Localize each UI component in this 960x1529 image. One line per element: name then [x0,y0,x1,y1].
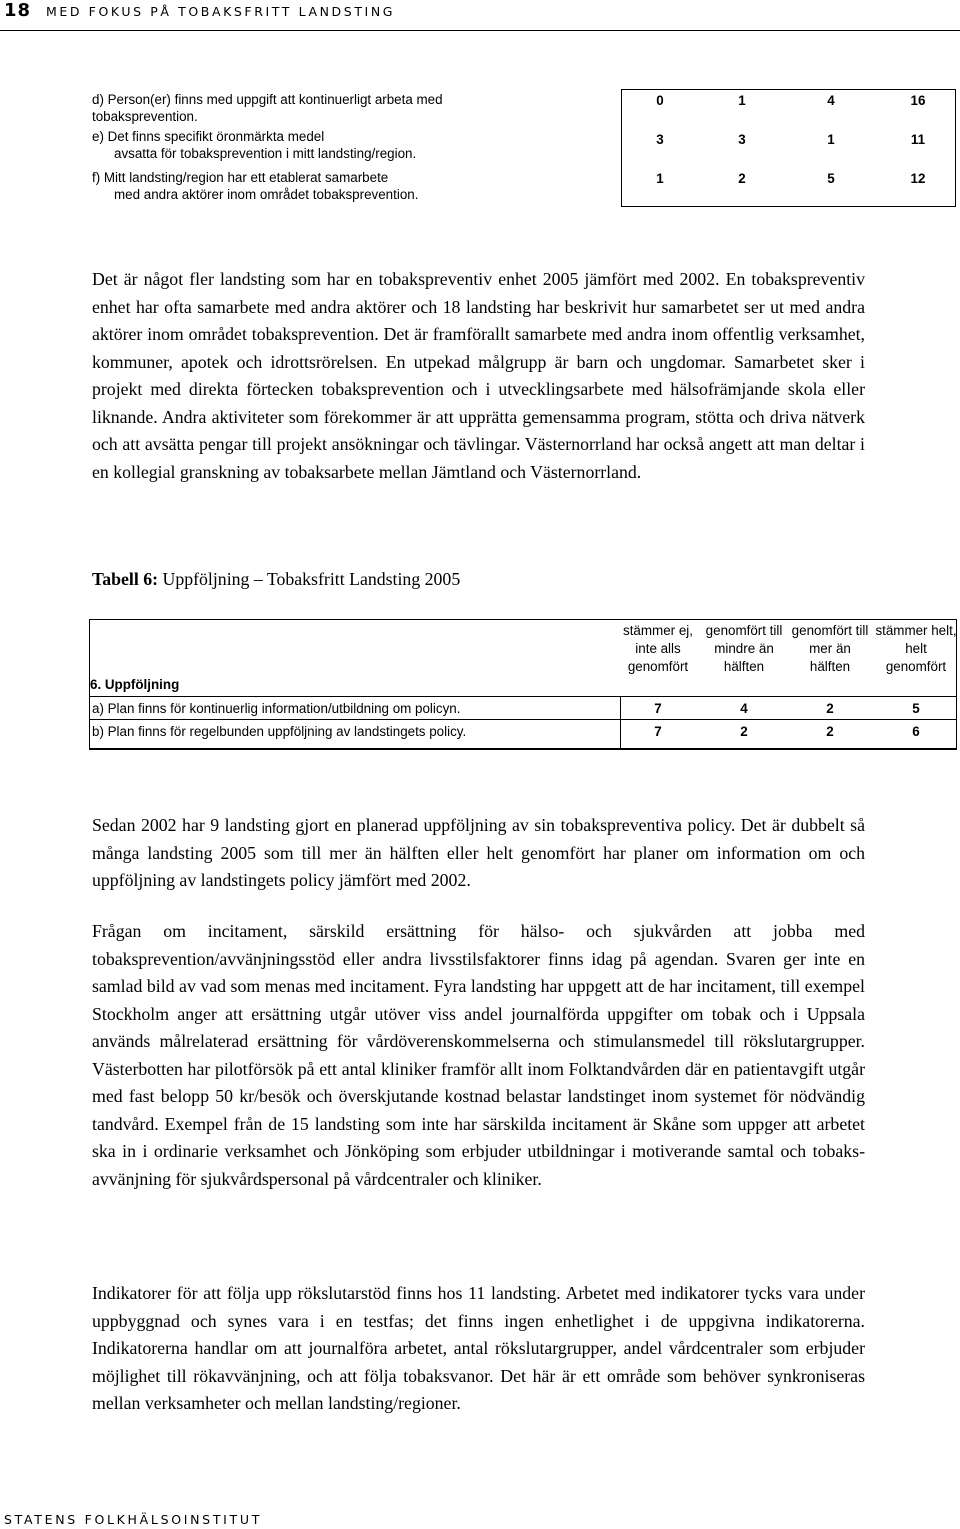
table-cell: 3 [738,132,746,147]
body-paragraph-3: Frågan om incitament, särskild ersättning för hälso- och sjukvården att jobba med tobaksprevention/avvänjningsstöd eller andra livsstilsfaktorer finns idag på agendan. Svaren ger inte en samlad bild av vad som menas med incitament. Fyra landsting har uppgett att de har incitament, till exempel Stockholm anger att ersättning utgår utöver viss andel journalförda uppgifter om tobak och i Uppsala används målrelaterad ersättning för vårdöverenskommelserna och stimulansmedel till rökslutargrupper. Västerbotten har pilotförsök på ett antal kliniker framför allt inom Folktandvården där en patientavgift utgår med fast belopp 50 kr/besök och överskjutande kostnad belastar landstinget inom systemet för nödvändig tandvård. Exempel från de 15 landsting som inte har särskilda incitament är Skåne som uppger att arbetet ska in i ordinarie verksamhet och Jönköping som erbjuder utbildningar i motiverande samtal och tobaks-avvänjning för sjukvårdspersonal på vårdcentraler och kliniker. [92,921,865,1189]
table-cell: 1 [738,93,746,108]
table5-row-d [92,91,530,128]
column-header: stämmer helt, helt genomfört [875,623,957,674]
table-cell: 11 [910,132,926,147]
column-header: genomfört till mer än hälften [791,623,869,674]
table-cell: 5 [827,171,835,186]
table-cell: 3 [656,132,664,147]
column-header: stämmer ej, inte alls genomfört [623,623,693,674]
table-cell: 2 [738,171,746,186]
table-rule [89,748,957,750]
table5-values-row-e [622,132,955,152]
table-rule [89,719,957,720]
table-cell: 1 [827,132,835,147]
table-section-title: 6. Uppföljning [90,677,180,692]
table-row-label: a) Plan finns för kontinuerlig information/utbildning om policyn. [92,701,461,716]
column-header: genomfört till mindre än hälften [705,623,783,674]
table-cell: 2 [740,724,748,739]
table-cell: 0 [656,93,664,108]
table-cell: 16 [910,93,926,108]
table5-values-row-d [622,93,955,113]
table-caption-title: Uppföljning – Tobaksfritt Landsting 2005 [158,569,461,589]
table-cell: 12 [910,171,926,186]
table-border [89,619,957,620]
table5-values-box [621,89,956,207]
table5-row-label: d) Person(er) finns med uppgift att kontinuerligt arbeta med [92,92,443,107]
table-caption [92,566,460,592]
table5-row-label: f) Mitt landsting/region har ett etablerat samarbete [92,170,389,185]
table6 [89,619,957,750]
table5-row-e [92,128,530,169]
table5-values-row-f [622,171,955,191]
table-cell: 2 [826,724,834,739]
table5-row-label-cont: avsatta för tobaksprevention i mitt landsting/region. [114,146,417,161]
table5-row-label-cont: med andra aktörer inom området tobaksprevention. [114,187,419,202]
footer-organization: STATENS FOLKHÄLSOINSTITUT [4,1512,263,1527]
table-cell: 2 [826,701,834,716]
page-number: 18 [4,0,32,21]
table5-row-f [92,169,530,203]
body-paragraph-2: Sedan 2002 har 9 landsting gjort en planerad uppföljning av sin tobakspreventiva policy. Det är dubbelt så många landsting 2005 som till mer än hälften eller helt genomfört har planer om information om och uppföljning av landstingets policy jämfört med 2002. [92,815,865,890]
table-cell: 1 [656,171,664,186]
table-caption-label: Tabell 6: [92,569,159,589]
body-paragraph-4: Indikatorer för att följa upp rökslutarstöd finns hos 11 landsting. Arbetet med indikatorer tycks vara under uppbyggnad och synes vara i en testfas; det finns ingen enhetlighet i de uppgivna indikatorerna. Indikatorerna handlar om att journalföra arbetet, antal rökslutargrupper, andel vårdcentraler som erbjuder möjlighet till rökavvänjning, och att följa tobaksvanor. Det här är ett område som behöver synkroniseras mellan verksamheter och mellan landsting/regioner. [92,1283,865,1413]
table-rule [620,696,621,750]
table-cell: 7 [654,701,662,716]
table-cell: 6 [912,724,920,739]
table5-labels [92,91,530,203]
table-cell: 7 [654,724,662,739]
header-divider [0,30,960,31]
table-row-label: b) Plan finns för regelbunden uppföljning av landstingets policy. [92,724,467,739]
body-paragraph-1: Det är något fler landsting som har en tobakspreventiv enhet 2005 jämfört med 2002. En tobakspreventiv enhet har ofta samarbete med andra aktörer och 18 landsting har beskrivit hur samarbetet ser ut med andra aktörer inom området tobaksprevention. Det är framförallt samarbete med andra inom offentlig verksamhet, kommuner, apotek och idrottsrörelsen. En utpekad målgrupp är barn och ungdomar. Samarbetet sker i projekt med direkta förtecken tobaksprevention och i utvecklingsarbete med hälsofrämjande skola eller liknande. Andra aktiviteter som förekommer är att upprätta gemensamma program, stötta och driva nätverk och att avsätta pengar till projekt ansökningar och tävlingar. Västernorrland har också angett att man deltar i en kollegial granskning av tobaksarbete mellan Jämtland och Västernorrland. [92,269,865,482]
table-cell: 4 [827,93,835,108]
table5-row-label-cont: tobaksprevention. [92,109,198,124]
page-header [0,0,960,22]
running-head: MED FOKUS PÅ TOBAKSFRITT LANDSTING [46,4,396,19]
table-cell: 4 [740,701,748,716]
table5-row-label: e) Det finns specifikt öronmärkta medel [92,129,325,144]
table-cell: 5 [912,701,920,716]
table-rule [89,696,957,697]
